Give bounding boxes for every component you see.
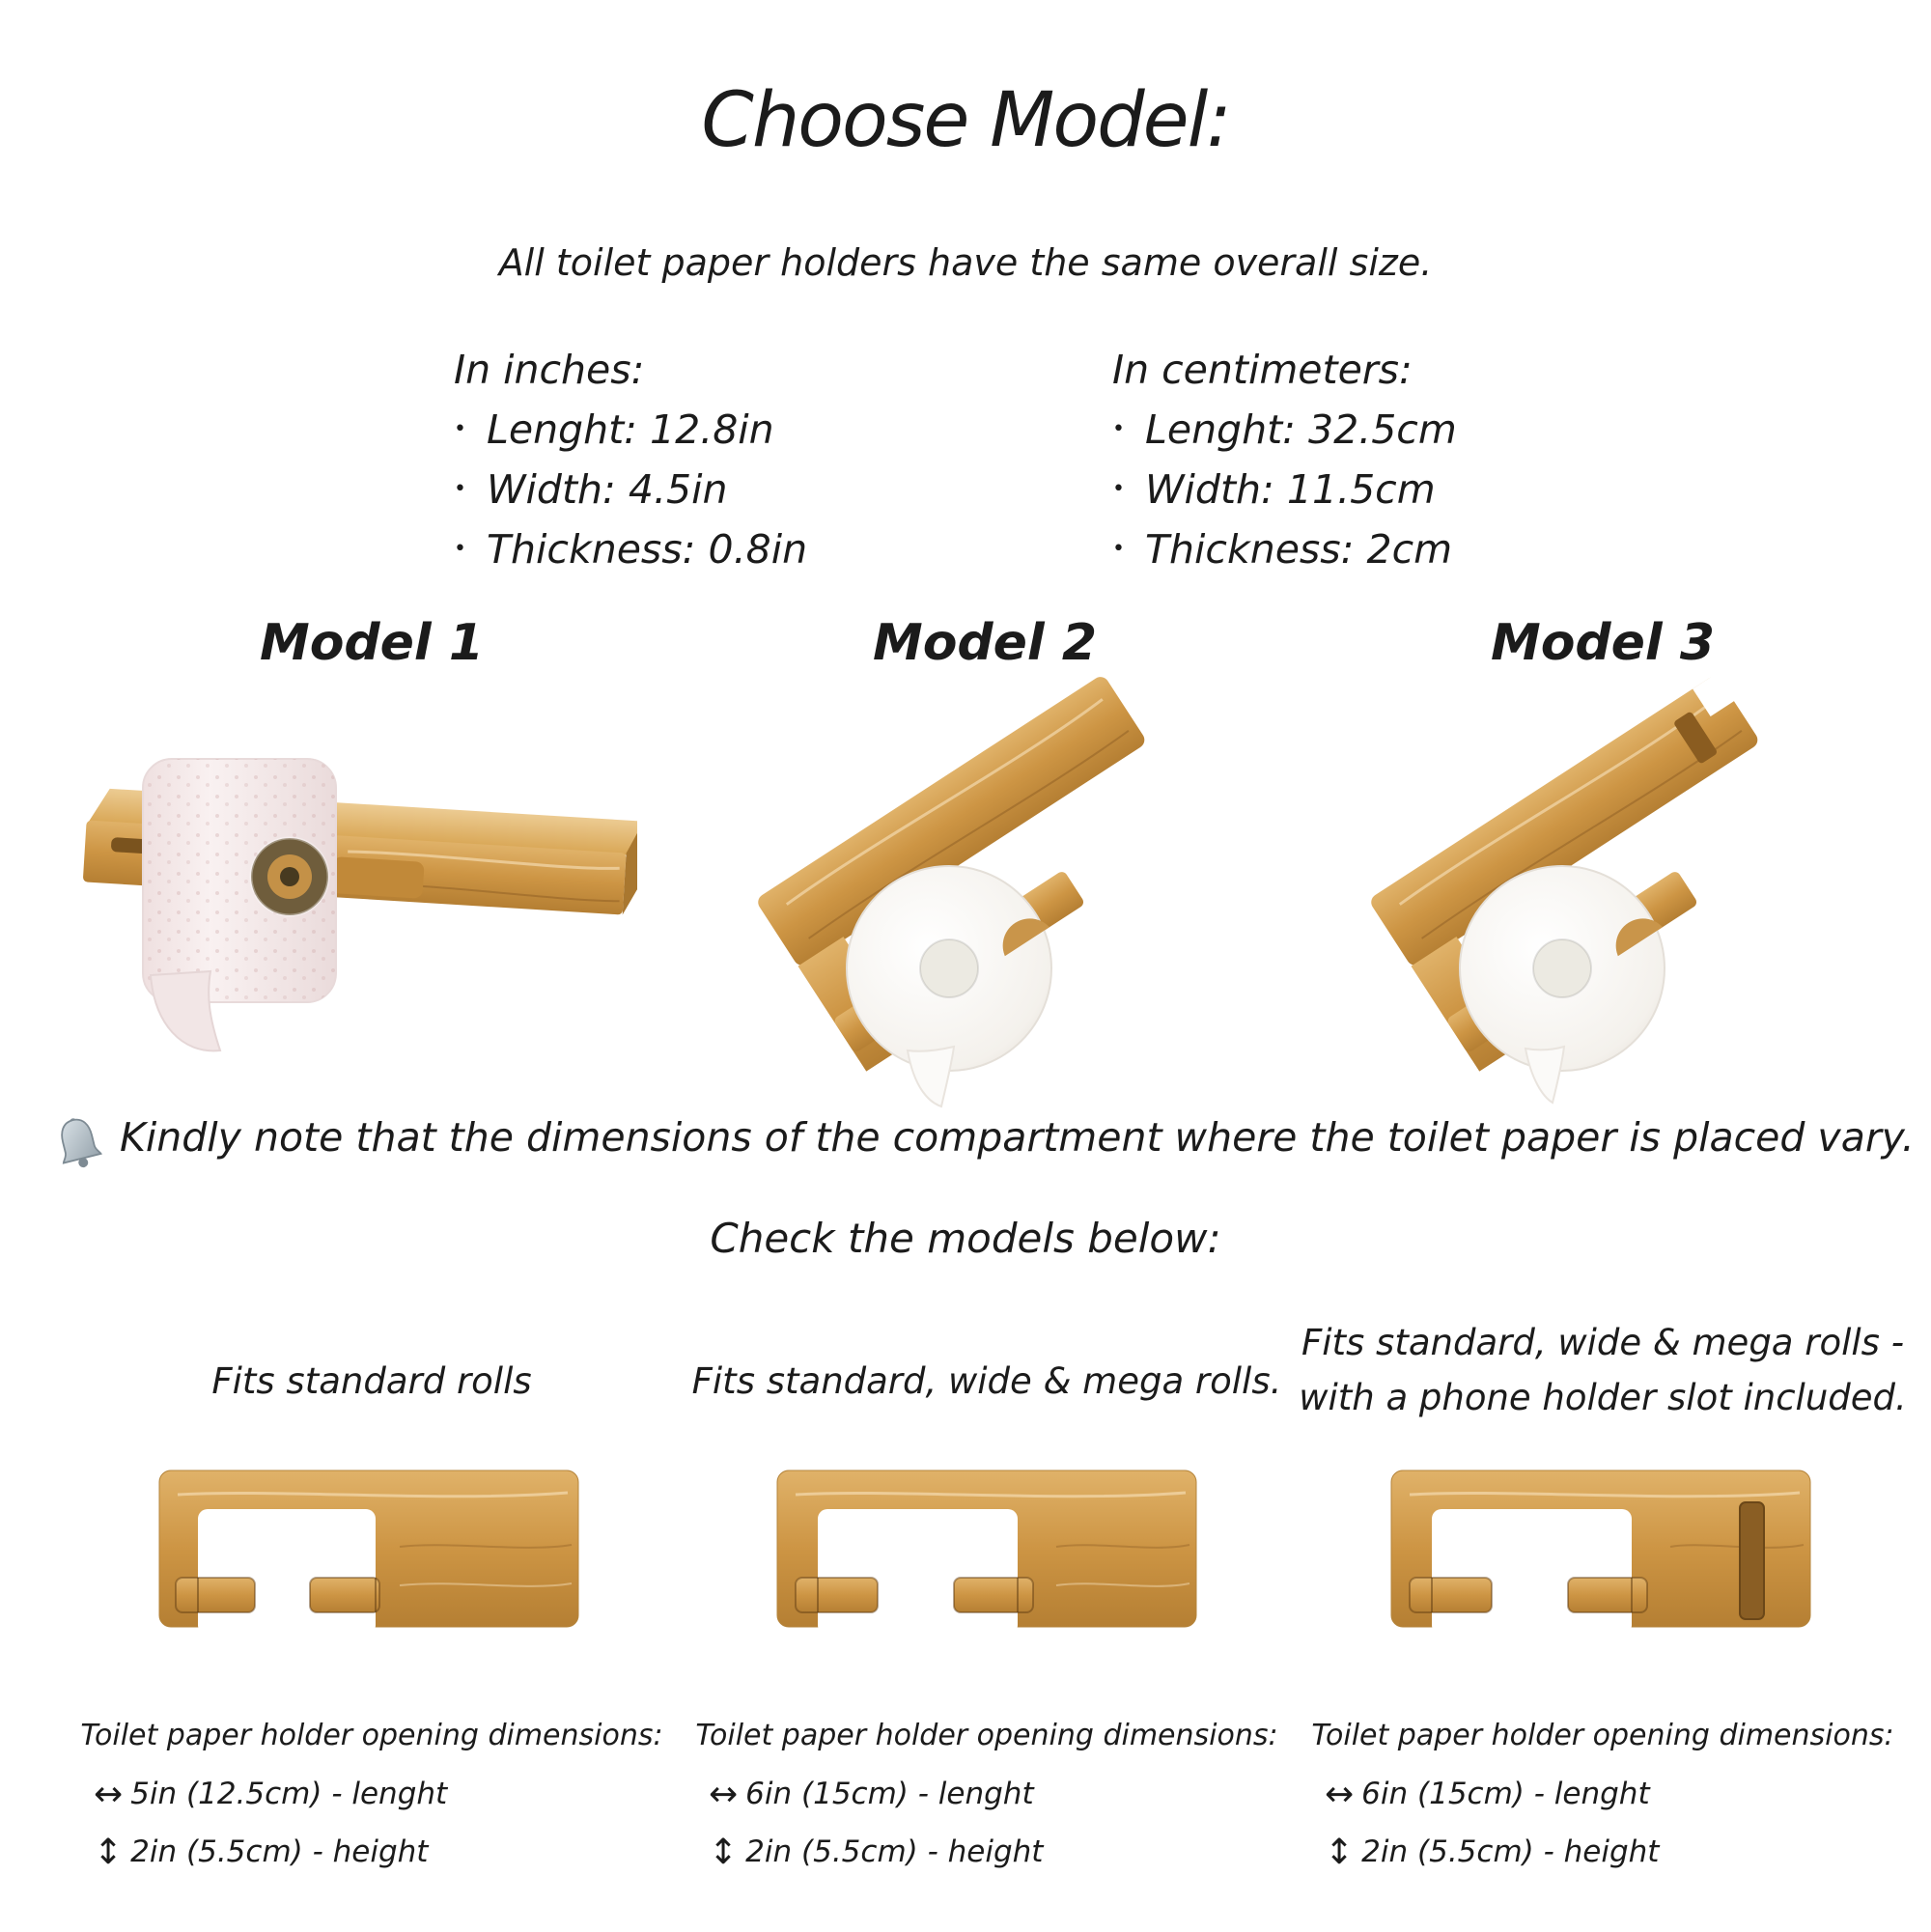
spec-item (1112, 519, 1457, 579)
specs-inches (454, 340, 807, 579)
specs-inches-heading: In inches: (454, 347, 645, 393)
spec-item (1112, 400, 1457, 460)
fits-line: with a phone holder slot included. (1299, 1377, 1907, 1419)
page-subtitle: All toilet paper holders have the same overall size. (498, 241, 1433, 284)
note-check-text: Check the models below: (710, 1215, 1221, 1262)
bullet-icon: • (454, 477, 466, 501)
height-arrow-icon: ↕ (1325, 1832, 1355, 1872)
bullet-icon: • (1112, 537, 1125, 561)
left-peg (176, 1578, 255, 1612)
model-3-label: Model 3 (1490, 614, 1716, 672)
toilet-paper-roll (143, 759, 336, 1050)
model-2-front-diagram (776, 1470, 1197, 1628)
dims-heading: Toilet paper holder opening dimensions: (695, 1719, 1278, 1752)
variant-3-dimensions (1294, 1707, 1912, 1881)
height-text: 2in (5.5cm) - height (1361, 1834, 1660, 1869)
wood-dowel (331, 856, 425, 899)
length-text: 5in (12.5cm) - lenght (130, 1777, 448, 1811)
model-3-photo (1323, 657, 1863, 1110)
height-text: 2in (5.5cm) - height (130, 1834, 429, 1869)
spec-item-text: Width: 4.5in (487, 466, 728, 513)
model-3-front-diagram (1390, 1470, 1811, 1628)
page-title: Choose Model: (701, 77, 1230, 164)
fits-line: Fits standard, wide & mega rolls. (691, 1360, 1282, 1402)
dims-heading: Toilet paper holder opening dimensions: (80, 1719, 663, 1752)
model-1-front-diagram (158, 1470, 579, 1628)
bullet-icon: • (1112, 477, 1125, 501)
spec-item (454, 519, 807, 579)
bullet-icon: • (454, 537, 466, 561)
spec-item-text: Thickness: 2cm (1145, 526, 1453, 573)
height-arrow-icon: ↕ (709, 1832, 739, 1872)
note-text: Kindly note that the dimensions of the compartment where the toilet paper is placed vary. (120, 1114, 1915, 1161)
length-text: 6in (15cm) - lenght (1361, 1777, 1650, 1811)
height-arrow-icon: ↕ (94, 1832, 124, 1872)
right-peg (954, 1578, 1033, 1612)
variant-3-fits-label (1294, 1315, 1912, 1426)
left-peg (796, 1578, 878, 1612)
spec-item (1112, 460, 1457, 519)
bell-icon (50, 1114, 106, 1170)
spec-item-text: Width: 11.5cm (1145, 466, 1436, 513)
length-text: 6in (15cm) - lenght (745, 1777, 1034, 1811)
phone-slot (1740, 1502, 1764, 1619)
spec-item-text: Lenght: 12.8in (487, 406, 774, 453)
height-text: 2in (5.5cm) - height (745, 1834, 1044, 1869)
right-peg (310, 1578, 379, 1612)
height-dimension (63, 1823, 681, 1881)
spec-item-text: Lenght: 32.5cm (1145, 406, 1457, 453)
length-dimension (63, 1765, 681, 1823)
spec-item-text: Thickness: 0.8in (487, 526, 808, 573)
fits-line: Fits standard rolls (211, 1360, 532, 1402)
length-dimension (1294, 1765, 1912, 1823)
specs-cm-heading: In centimeters: (1112, 347, 1413, 393)
right-peg (1568, 1578, 1647, 1612)
length-arrow-icon: ↔ (94, 1774, 124, 1814)
variant-2-dimensions (678, 1707, 1296, 1881)
bullet-icon: • (1112, 417, 1125, 441)
length-dimension (678, 1765, 1296, 1823)
length-arrow-icon: ↔ (1325, 1774, 1355, 1814)
height-dimension (1294, 1823, 1912, 1881)
left-peg (1410, 1578, 1492, 1612)
spec-item (454, 400, 807, 460)
dims-heading: Toilet paper holder opening dimensions: (1311, 1719, 1894, 1752)
model-1-photo (58, 676, 637, 1101)
fits-line: Fits standard, wide & mega rolls - (1301, 1322, 1905, 1363)
note-row (50, 1112, 1915, 1170)
length-arrow-icon: ↔ (709, 1774, 739, 1814)
variant-2-fits-label (678, 1354, 1296, 1409)
model-2-label: Model 2 (872, 614, 1098, 672)
height-dimension (678, 1823, 1296, 1881)
variant-1-fits-label (63, 1354, 681, 1409)
bullet-icon: • (454, 417, 466, 441)
model-2-photo (710, 657, 1250, 1110)
spec-item (454, 460, 807, 519)
variant-1-dimensions (63, 1707, 681, 1881)
specs-centimeters (1112, 340, 1457, 579)
model-1-label: Model 1 (259, 614, 485, 672)
